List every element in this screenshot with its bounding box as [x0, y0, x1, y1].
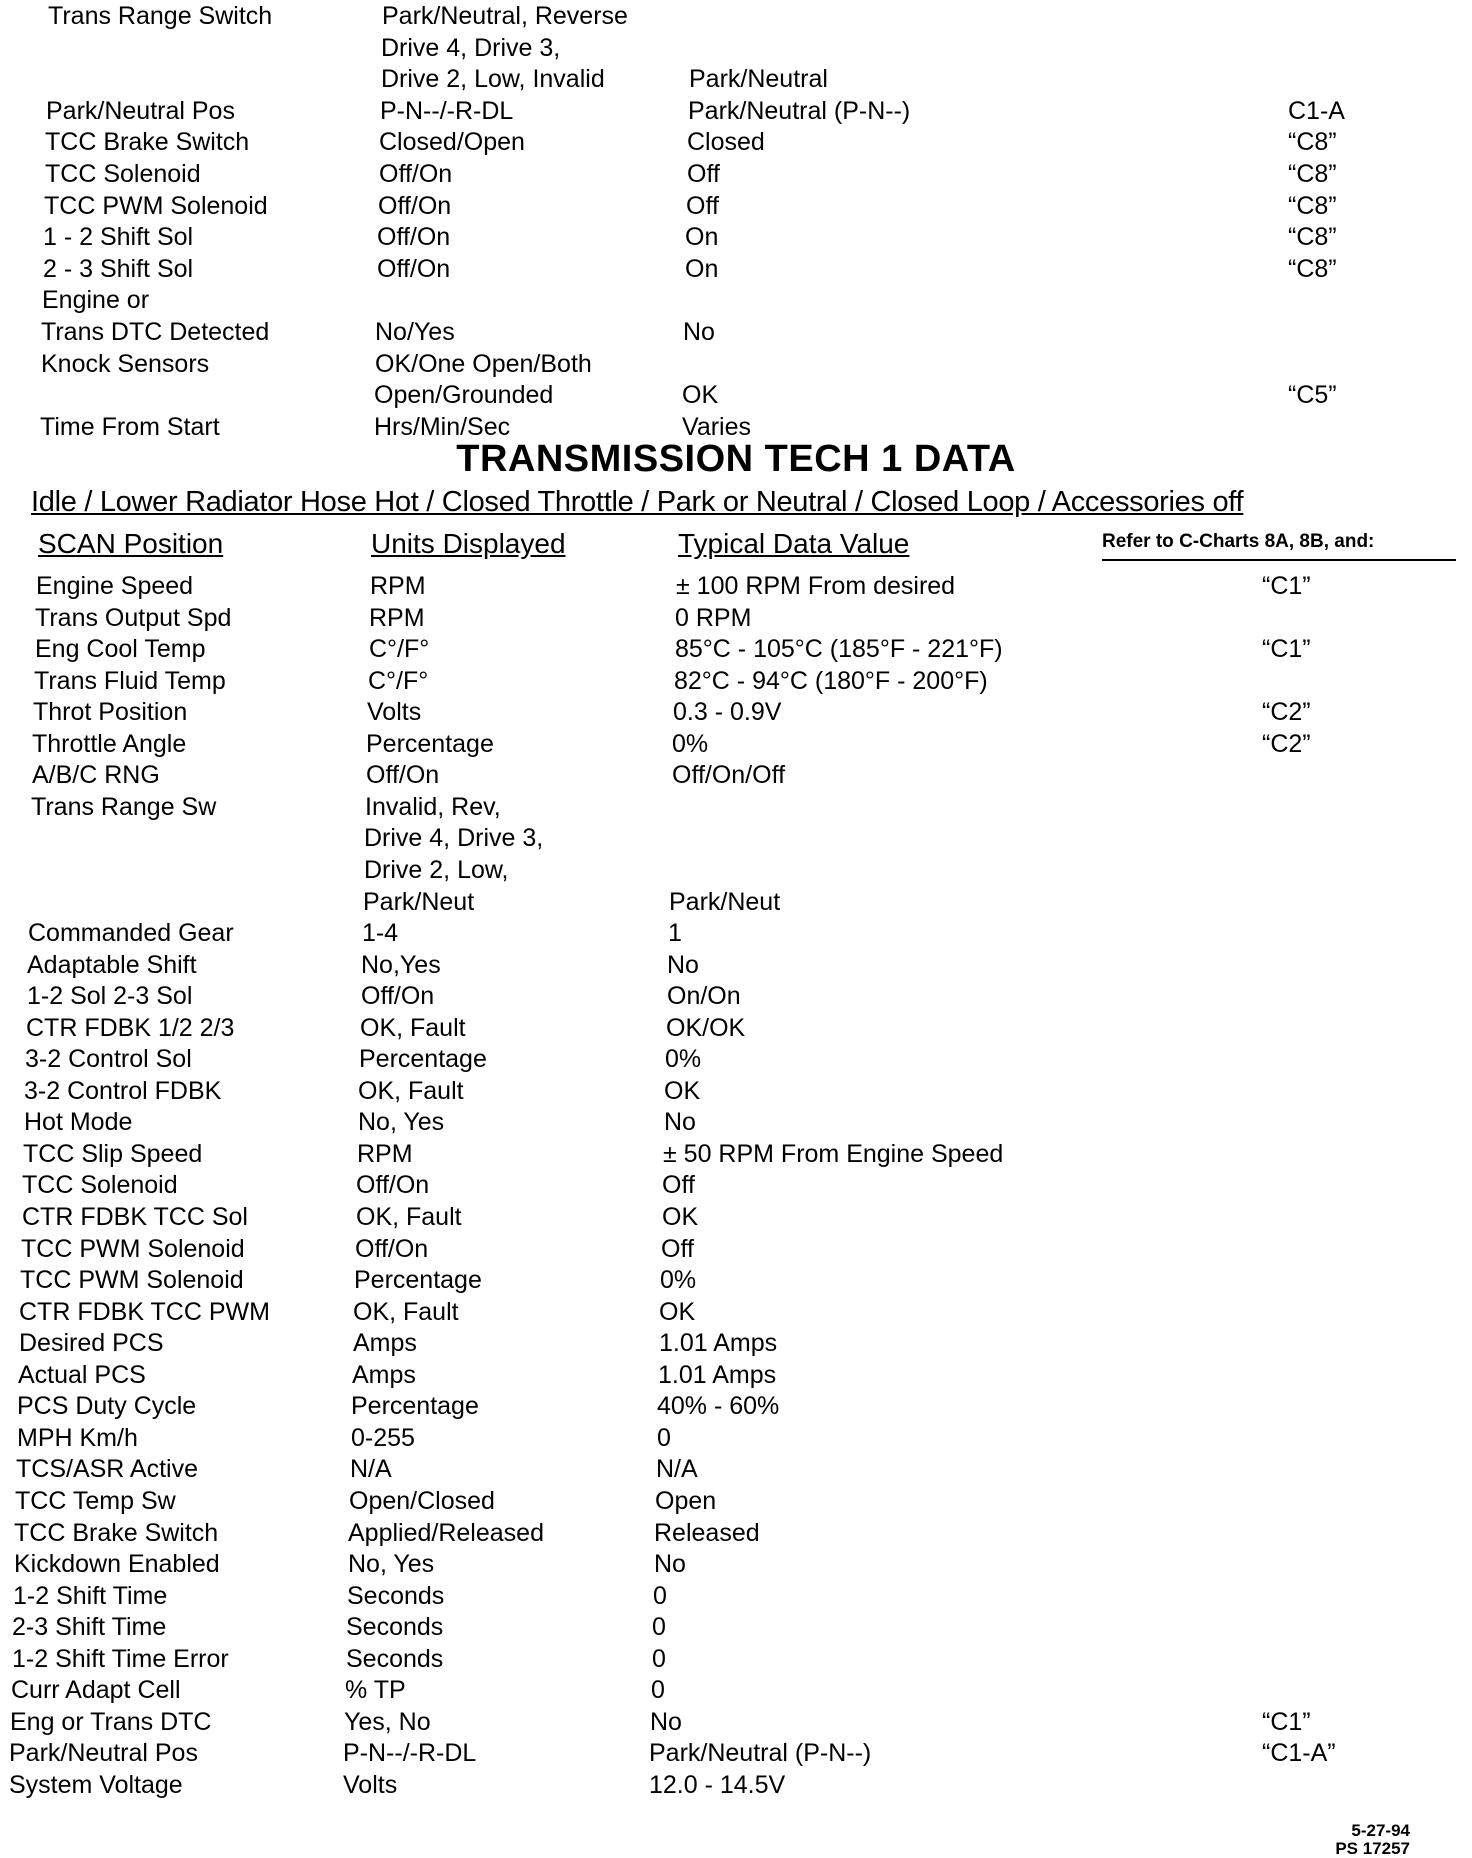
cell-value: No	[664, 1108, 696, 1137]
table-row	[0, 288, 1472, 320]
cell-units: Off/On	[378, 191, 452, 220]
cell-scan: TCC PWM Solenoid	[44, 191, 268, 220]
cell-units: Amps	[352, 1360, 416, 1389]
cell-units: Hrs/Min/Sec	[374, 412, 511, 441]
cell-units: 1-4	[362, 919, 399, 948]
cell-units: Yes, No	[344, 1707, 431, 1736]
cell-scan: MPH Km/h	[17, 1423, 138, 1452]
cell-scan: TCC Solenoid	[45, 160, 201, 188]
cell-scan: 1 - 2 Shift Sol	[43, 223, 194, 252]
table-row	[0, 67, 1472, 99]
cell-units: OK/One Open/Both	[375, 349, 592, 378]
table-row	[0, 729, 1472, 764]
cell-ref: “C8”	[1288, 191, 1337, 220]
cell-units: Open/Grounded	[374, 381, 554, 410]
table-row	[0, 1423, 1472, 1458]
table-row	[0, 1644, 1472, 1679]
table-row	[0, 1234, 1472, 1269]
cell-value: No	[667, 950, 699, 979]
cell-value: OK	[664, 1076, 701, 1105]
cell-scan: TCC Brake Switch	[14, 1518, 219, 1547]
cell-value: 82°C - 94°C (180°F - 200°F)	[674, 666, 988, 695]
cell-scan: 1-2 Shift Time Error	[12, 1644, 229, 1673]
cell-units: OK, Fault	[358, 1076, 464, 1105]
cell-scan: Desired PCS	[19, 1329, 164, 1358]
cell-value: No	[650, 1707, 682, 1736]
cell-value: 0	[652, 1644, 666, 1673]
cell-units: Amps	[353, 1329, 417, 1358]
cell-scan: Engine Speed	[36, 572, 194, 600]
table-row	[0, 666, 1472, 701]
cell-units: OK, Fault	[353, 1297, 459, 1326]
cell-value: 0	[657, 1423, 671, 1452]
cell-units: OK, Fault	[356, 1203, 462, 1231]
cell-value: OK	[682, 381, 719, 410]
cell-value: Off	[661, 1234, 694, 1263]
header-typical-data-value: Typical Data Value	[678, 528, 910, 559]
cell-scan: Trans Range Switch	[48, 2, 273, 30]
cell-units: N/A	[350, 1455, 392, 1484]
cell-value: N/A	[656, 1455, 698, 1484]
cell-value: Off	[687, 160, 720, 188]
cell-scan: Engine or	[42, 286, 150, 315]
cell-units: Drive 2, Low,	[364, 855, 509, 884]
cell-scan: TCC PWM Solenoid	[21, 1234, 245, 1263]
table-row	[0, 1457, 1472, 1489]
cell-units: Off/On	[366, 761, 440, 790]
table-row	[0, 1076, 1472, 1111]
cell-value: 0	[651, 1676, 665, 1705]
table-row	[0, 921, 1472, 953]
cell-units: Closed/Open	[379, 128, 525, 157]
table-row	[0, 1741, 1472, 1773]
cell-scan: PCS Duty Cycle	[17, 1392, 197, 1421]
cell-value: 12.0 - 14.5V	[649, 1770, 786, 1799]
cell-scan: Park/Neutral Pos	[9, 1739, 198, 1768]
cell-scan: Kickdown Enabled	[14, 1550, 220, 1579]
cell-units: Off/On	[361, 982, 435, 1011]
cell-scan: Eng or Trans DTC	[10, 1707, 212, 1736]
cell-scan: Knock Sensors	[41, 349, 210, 378]
cell-scan: Trans Output Spd	[35, 603, 232, 632]
table-row	[0, 1268, 1472, 1300]
cell-value: 1.01 Amps	[658, 1360, 777, 1389]
cell-units: Volts	[367, 698, 422, 727]
table-row	[0, 984, 1472, 1016]
cell-value: ± 100 RPM From desired	[676, 572, 956, 600]
cell-scan: 3-2 Control FDBK	[24, 1076, 222, 1105]
cell-units: Drive 2, Low, Invalid	[381, 65, 605, 94]
table-row	[0, 1394, 1472, 1426]
cell-scan: 1-2 Sol 2-3 Sol	[27, 982, 193, 1011]
table-row	[0, 4, 1472, 36]
cell-scan: TCC Temp Sw	[15, 1486, 176, 1515]
footer-date: 5-27-94	[1351, 1821, 1410, 1840]
cell-ref: C1-A	[1288, 96, 1345, 125]
cell-value: Released	[654, 1518, 760, 1547]
cell-units: Off/On	[377, 223, 451, 252]
table-row	[0, 1615, 1472, 1647]
cell-value: Park/Neutral (P-N--)	[688, 96, 911, 125]
cell-scan: Hot Mode	[24, 1108, 133, 1137]
table-row	[0, 1047, 1472, 1079]
table-row	[0, 225, 1472, 257]
cell-ref: “C8”	[1288, 254, 1337, 283]
cell-units: Park/Neut	[363, 887, 475, 916]
cell-ref: “C8”	[1288, 128, 1337, 157]
cell-value: Park/Neutral	[689, 65, 828, 94]
table-row	[0, 349, 1472, 384]
cell-value: Park/Neutral (P-N--)	[649, 1739, 872, 1768]
cell-units: Off/On	[355, 1234, 429, 1263]
cell-scan: Commanded Gear	[28, 919, 234, 948]
cell-units: Percentage	[359, 1045, 487, 1074]
cell-scan: Adaptable Shift	[27, 950, 197, 979]
cell-units: Open/Closed	[349, 1486, 495, 1515]
table-row	[0, 855, 1472, 890]
cell-ref: “C8”	[1288, 160, 1337, 188]
cell-value: Varies	[682, 412, 752, 441]
cell-scan: Throttle Angle	[32, 729, 187, 758]
table-row	[0, 1173, 1472, 1205]
cell-ref: “C1”	[1262, 1707, 1311, 1736]
cell-scan: 3-2 Control Sol	[25, 1045, 192, 1074]
cell-units: % TP	[345, 1676, 406, 1705]
cell-units: 0-255	[351, 1423, 415, 1452]
cell-units: No/Yes	[375, 318, 455, 346]
table-row	[0, 1678, 1472, 1710]
cell-value: 85°C - 105°C (185°F - 221°F)	[675, 635, 1003, 664]
cell-units: RPM	[369, 603, 425, 632]
cell-value: OK	[659, 1297, 696, 1326]
table-row	[0, 700, 1472, 732]
table-row	[0, 637, 1472, 669]
table-row	[0, 792, 1472, 827]
cell-scan: A/B/C RNG	[32, 761, 160, 790]
cell-value: No	[683, 318, 715, 346]
footer-code: PS 17257	[1335, 1839, 1410, 1858]
cell-units: No,Yes	[361, 950, 441, 979]
cell-units: Drive 4, Drive 3,	[364, 824, 544, 853]
cell-value: 0%	[665, 1045, 702, 1074]
table-row	[0, 1297, 1472, 1332]
cell-value: 0 RPM	[675, 603, 752, 632]
cell-units: Seconds	[346, 1613, 444, 1642]
cell-value: 1.01 Amps	[659, 1329, 778, 1358]
table-row	[0, 1331, 1472, 1363]
cell-units: No, Yes	[348, 1550, 435, 1579]
cell-scan: Trans Fluid Temp	[34, 666, 226, 695]
cell-units: RPM	[357, 1139, 413, 1168]
cell-scan: Curr Adapt Cell	[11, 1676, 181, 1705]
table-row	[0, 1013, 1472, 1048]
cell-units: OK, Fault	[360, 1013, 466, 1042]
table-row	[0, 33, 1472, 68]
cell-value: Closed	[687, 128, 765, 157]
cell-scan: TCS/ASR Active	[16, 1455, 198, 1484]
cell-units: RPM	[370, 572, 426, 600]
cell-value: Off	[662, 1171, 695, 1200]
table-row	[0, 191, 1472, 226]
cell-scan: TCC Slip Speed	[23, 1139, 203, 1168]
table-row	[0, 254, 1472, 289]
cell-scan: CTR FDBK TCC Sol	[22, 1203, 248, 1231]
cell-value: 40% - 60%	[657, 1392, 780, 1421]
cell-value: On	[685, 254, 719, 283]
cell-ref: “C1”	[1262, 572, 1311, 600]
cell-ref: “C1”	[1262, 635, 1311, 664]
cell-units: Off/On	[356, 1171, 430, 1200]
table-row	[0, 1486, 1472, 1521]
table-row	[0, 320, 1472, 352]
cell-units: P-N--/-R-DL	[343, 1739, 477, 1768]
header-units-displayed: Units Displayed	[371, 528, 566, 559]
cell-value: On/On	[667, 982, 741, 1011]
cell-scan: CTR FDBK TCC PWM	[19, 1297, 270, 1326]
cell-ref: “C5”	[1288, 381, 1337, 410]
cell-units: Percentage	[351, 1392, 479, 1421]
table-row	[0, 1518, 1472, 1553]
table-row	[0, 383, 1472, 415]
cell-value: Off	[686, 191, 719, 220]
cell-units: P-N--/-R-DL	[380, 96, 514, 125]
cell-value: 0%	[672, 729, 709, 758]
cell-units: Off/On	[377, 254, 451, 283]
cell-scan: 1-2 Shift Time	[13, 1581, 168, 1610]
cell-scan: TCC Brake Switch	[45, 128, 250, 157]
cell-scan: Trans DTC Detected	[41, 318, 270, 346]
cell-value: ± 50 RPM From Engine Speed	[663, 1139, 1004, 1168]
table-row	[0, 162, 1472, 194]
cell-units: Seconds	[347, 1581, 445, 1610]
table-row	[0, 1552, 1472, 1584]
cell-units: Applied/Released	[348, 1518, 544, 1547]
table-row	[0, 603, 1472, 638]
table-row	[0, 1139, 1472, 1174]
cell-units: Drive 4, Drive 3,	[381, 33, 561, 62]
cell-units: C°/F°	[369, 635, 430, 664]
cell-units: Percentage	[366, 729, 494, 758]
cell-value: 0	[652, 1613, 666, 1642]
cell-value: 0%	[660, 1266, 697, 1295]
table-row	[0, 950, 1472, 985]
cell-value: 0.3 - 0.9V	[673, 698, 782, 727]
cell-value: 1	[668, 919, 682, 948]
table-row	[0, 1110, 1472, 1142]
cell-ref: “C2”	[1262, 729, 1311, 758]
table-row	[0, 130, 1472, 162]
cell-value: No	[654, 1550, 686, 1579]
cell-scan: TCC PWM Solenoid	[20, 1266, 244, 1295]
cell-scan: Actual PCS	[18, 1360, 146, 1389]
cell-scan: Eng Cool Temp	[35, 635, 206, 664]
table-row	[0, 96, 1472, 131]
cell-units: Invalid, Rev,	[365, 792, 501, 821]
test-conditions: Idle / Lower Radiator Hose Hot / Closed Throttle / Park or Neutral / Closed Loop / Accessories off	[31, 486, 1244, 518]
cell-scan: Throt Position	[33, 698, 188, 727]
cell-scan: Park/Neutral Pos	[46, 96, 235, 125]
header-refer-to-charts: Refer to C-Charts 8A, 8B, and:	[1102, 532, 1456, 561]
cell-value: Open	[655, 1486, 717, 1515]
cell-value: Park/Neut	[669, 887, 781, 916]
cell-value: OK	[662, 1203, 699, 1231]
cell-scan: CTR FDBK 1/2 2/3	[26, 1013, 235, 1042]
cell-value: On	[685, 223, 719, 252]
header-scan-position: SCAN Position	[38, 528, 224, 559]
page-title: TRANSMISSION TECH 1 DATA	[456, 438, 1016, 480]
cell-value: 0	[653, 1581, 667, 1610]
table-row	[0, 887, 1472, 922]
cell-scan: 2 - 3 Shift Sol	[43, 254, 194, 283]
cell-units: No, Yes	[358, 1108, 445, 1137]
cell-scan: Trans Range Sw	[31, 792, 217, 821]
cell-scan: 2-3 Shift Time	[12, 1613, 167, 1642]
table-row	[0, 1581, 1472, 1616]
cell-units: C°/F°	[368, 666, 429, 695]
cell-ref: “C8”	[1288, 223, 1337, 252]
cell-value: OK/OK	[666, 1013, 746, 1042]
cell-scan: TCC Solenoid	[22, 1171, 178, 1200]
table-row	[0, 574, 1472, 606]
table-row	[0, 763, 1472, 795]
cell-scan: Time From Start	[40, 412, 220, 441]
table-row	[0, 1770, 1472, 1805]
cell-units: Seconds	[346, 1644, 444, 1673]
cell-units: Volts	[343, 1770, 398, 1799]
cell-scan: System Voltage	[9, 1770, 183, 1799]
cell-units: Park/Neutral, Reverse	[382, 2, 628, 30]
table-row	[0, 1205, 1472, 1237]
cell-value: Off/On/Off	[672, 761, 786, 790]
table-row	[0, 1707, 1472, 1742]
table-row	[0, 1360, 1472, 1395]
cell-ref: “C1-A”	[1262, 1739, 1336, 1768]
cell-units: Off/On	[379, 160, 453, 188]
cell-units: Percentage	[354, 1266, 482, 1295]
cell-ref: “C2”	[1262, 698, 1311, 727]
table-row	[0, 826, 1472, 858]
